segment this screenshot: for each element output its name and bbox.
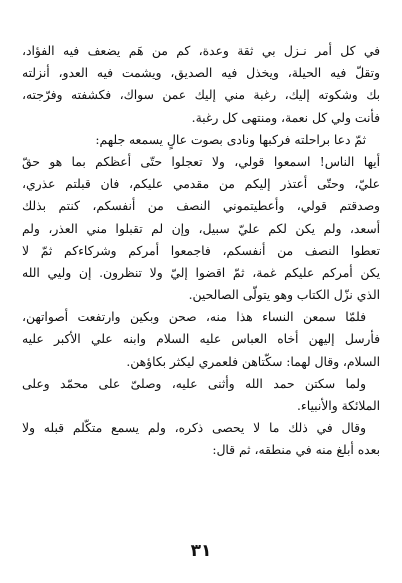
text-line: وقال في ذلك ما لا يحصى ذكره، ولم يسمع متكّلم قبله ولا <box>22 421 366 436</box>
text-line: فأرسل إليهن أخاه العباس عليه السلام وابنه علي الأكبر عليه <box>22 332 380 347</box>
text-line: بك وشكوته إليك، رغبة مني إليك عمن سواك، فكشفته وفرّجته، <box>22 88 380 103</box>
page-number: ٣١ <box>190 541 212 561</box>
page-text <box>22 40 380 462</box>
text-line: ثمّ دعا براحلته فركبها ونادى بصوت عالٍ يسمعه جلهم: <box>95 132 366 147</box>
text-line: أيها الناس! اسمعوا قولي، ولا تعجلوا حتّى أعظكم بما هو حقّ <box>22 154 380 169</box>
text-line: ولما سكتن حمد الله وأثنى عليه، وصلىّ على محمّد وعلى <box>22 376 366 391</box>
text-line: فأنت ولي كل نعمة، ومنتهى كل رغبة. <box>191 110 380 125</box>
text-line: الملائكة والأنبياء. <box>297 399 380 413</box>
text-line: في كل أمر نـزل بي ثقة وعدة، كم من هَم يضعف فيه الفؤاد، <box>22 44 380 58</box>
text-line: يكن أمركم عليكم غمة، ثمّ اقضوا إليّ ولا تنظرون. إن وليي الله <box>22 265 380 280</box>
text-line: تعطوا النصف من أنفسكم، فاجمعوا أمركم وشركاءكم ثمّ لا <box>22 243 380 258</box>
text-line: عليّ، وحتّى أعتذر إليكم من مقدمي عليكم، فان قبلتم عذري، <box>22 177 380 192</box>
text-line: وصدقتم قولي، وأعطيتموني النصف من أنفسكم، كنتم بذلك <box>22 199 380 214</box>
text-line: أسعد، ولم يكن لكم عليّ سبيل، وإن لم تقبلوا مني العذر، ولم <box>22 221 380 236</box>
text-line: بعده أبلغ منه في منطقه، ثم قال: <box>212 443 380 458</box>
text-line: فلمّا سمعن النساء هذا منه، صحن وبكين وارتفعت أصواتهن، <box>22 310 366 325</box>
text-line: الذي نزّل الكتاب وهو يتولّى الصالحين. <box>188 288 380 303</box>
text-line: السلام، وقال لهما: سكّتاهن فلعمري ليكثر بكاؤهن. <box>126 354 380 369</box>
text-line: وتقلّ فيه الحيلة، ويخذل فيه الصديق، ويشمت فيه العدو، أنزلته <box>22 66 380 81</box>
